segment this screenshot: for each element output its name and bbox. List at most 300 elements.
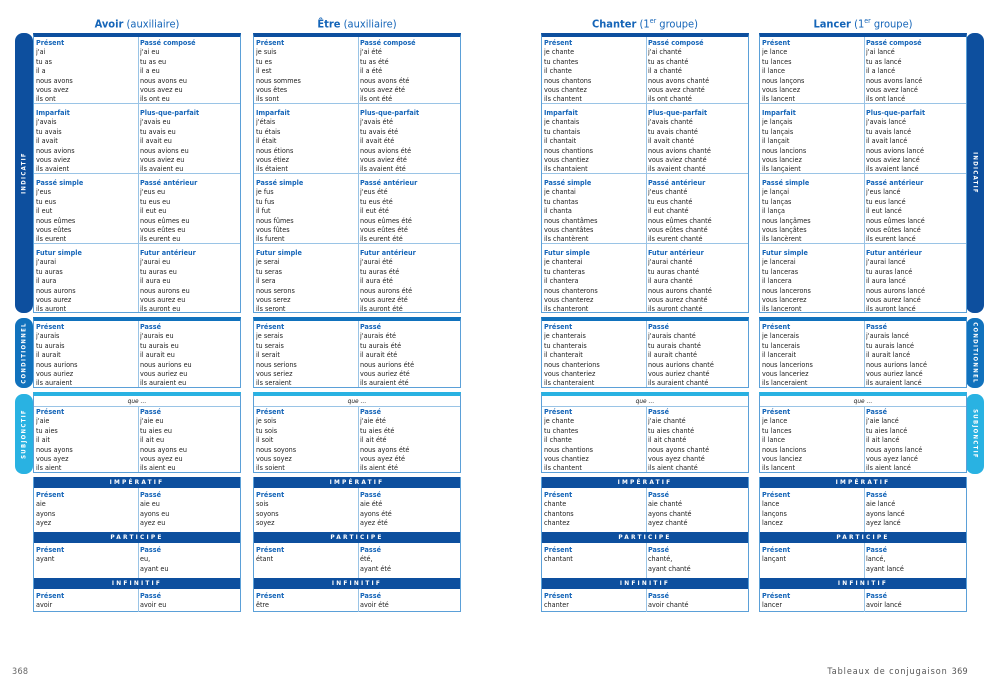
tense-title: Présent: [256, 545, 285, 554]
conjugation-line: je fus: [256, 187, 274, 197]
subjonctif-tense-block: [36, 407, 134, 473]
conjugation-line: vous étiez: [256, 155, 289, 165]
conjugation-line: ils eurent eu: [140, 234, 181, 244]
tense-title: Présent: [762, 545, 791, 554]
conjugation-line: nous sommes: [256, 75, 301, 85]
conjugation-line: vous eûtes: [36, 225, 72, 235]
conjugation-line: vous ayez eu: [140, 454, 183, 464]
conjugation-line: vous eûtes eu: [140, 225, 186, 235]
conjugation-line: tu avais: [36, 126, 62, 136]
tense-title: Passé: [140, 490, 161, 499]
conjugation-line: nous avons eu: [140, 75, 187, 85]
conjugation-line: chanté,: [648, 554, 673, 564]
conjugation-line: vous lancerez: [762, 295, 807, 305]
indicatif-tense-block: [648, 38, 746, 104]
indicatif-tense-block: [256, 178, 354, 244]
verb-qualifier: (auxiliaire): [123, 17, 180, 31]
tense-title: Passé: [360, 591, 381, 600]
conjugation-line: nous lançâmes: [762, 215, 811, 225]
conjugation-line: tu eus: [36, 196, 57, 206]
conjugation-line: ils auraient lancé: [866, 378, 922, 388]
que-label: que …: [127, 397, 147, 405]
conjugation-line: vous soyez: [256, 454, 292, 464]
conjugation-line: j'aurai été: [360, 257, 393, 267]
column-divider: [358, 321, 359, 387]
imperatif-tense-block: [762, 490, 860, 528]
tense-title: Futur antérieur: [360, 248, 416, 257]
conjugation-line: je sois: [256, 416, 277, 426]
conjugation-line: nous aurions lancé: [866, 359, 927, 369]
conjugation-line: vous chanterez: [544, 295, 594, 305]
conjugation-line: nous avions été: [360, 145, 412, 155]
tense-title: Passé: [140, 322, 161, 331]
conjugation-line: ayez eu: [140, 518, 166, 528]
conjugation-line: je lance: [762, 416, 788, 426]
tense-title: Passé: [648, 407, 669, 416]
indicatif-tense-block: [36, 248, 134, 314]
imperatif-tense-block: [36, 490, 134, 528]
conjugation-line: ils eurent été: [360, 234, 403, 244]
conjugation-line: ils eurent: [36, 234, 67, 244]
conjugation-line: j'aie chanté: [648, 416, 686, 426]
imperatif-participe-infinitif-section: [541, 477, 749, 612]
conjugation-line: ils chantent: [544, 94, 582, 104]
tense-title: Passé: [648, 591, 669, 600]
column-divider: [646, 321, 647, 387]
conjugation-line: tu aurais eu: [140, 340, 179, 350]
column-divider: [138, 321, 139, 387]
conjugation-line: il avait été: [360, 136, 395, 146]
conjugation-line: ils ont eu: [140, 94, 170, 104]
tense-title: Présent: [36, 322, 65, 331]
conjugation-line: tu lancerais: [762, 340, 800, 350]
conjugation-line: j'aurai lancé: [866, 257, 906, 267]
indicatif-band-right: [966, 33, 984, 313]
conjugation-line: j'aie été: [360, 416, 386, 426]
tense-title: Passé: [140, 591, 161, 600]
indicatif-tense-block: [866, 248, 964, 314]
imperatif-participe-infinitif-section: [33, 477, 241, 612]
conjugation-line: tu serais: [256, 340, 284, 350]
conjugation-line: tu auras eu: [140, 266, 177, 276]
conjugation-line: soyons: [256, 508, 279, 518]
conjugation-line: il eut chanté: [648, 206, 689, 216]
tense-title: Présent: [256, 407, 285, 416]
indicatif-section: [759, 33, 967, 313]
conjugation-line: j'eus: [36, 187, 52, 197]
conjugation-line: vous auriez: [36, 369, 74, 379]
indicatif-tense-block: [36, 38, 134, 104]
conjugation-line: nous fûmes: [256, 215, 294, 225]
tense-title: Passé composé: [648, 38, 704, 47]
conjugation-line: tu aurais lancé: [866, 340, 914, 350]
conjugation-line: j'aie: [36, 416, 50, 426]
indicatif-tense-block: [36, 108, 134, 174]
conjugation-line: je serais: [256, 331, 283, 341]
conjugation-line: aie eu: [140, 499, 160, 509]
conjugation-line: ils auraient eu: [140, 378, 187, 388]
subjonctif-section: [541, 392, 749, 473]
imperatif-tense-block: [360, 490, 458, 528]
indicatif-section: [253, 33, 461, 313]
tense-title: Passé: [866, 545, 887, 554]
conjugation-line: tu aies chanté: [648, 425, 695, 435]
verb-heading: [252, 17, 462, 31]
conjugation-line: vous avez été: [360, 85, 406, 95]
conjugation-line: j'aie eu: [140, 416, 164, 426]
tense-title: Futur antérieur: [648, 248, 704, 257]
conjugation-line: lancé,: [866, 554, 886, 564]
tense-title: Présent: [256, 591, 285, 600]
indicatif-tense-block: [256, 108, 354, 174]
conjugation-line: je chanterai: [544, 257, 583, 267]
conjugation-line: nous aurons chanté: [648, 285, 712, 295]
tense-title: Passé simple: [256, 178, 304, 187]
indicatif-band-left: [15, 33, 33, 313]
conjugation-line: été,: [360, 554, 373, 564]
verb-name: Être: [317, 17, 341, 31]
footer-title: Tableaux de conjugaison: [827, 667, 948, 677]
column-divider: [864, 543, 865, 578]
conjugation-line: ayons eu: [140, 508, 170, 518]
tense-title: Présent: [36, 591, 65, 600]
conjugation-line: eu,: [140, 554, 151, 564]
conjugation-line: je serai: [256, 257, 280, 267]
indicatif-tense-block: [360, 108, 458, 174]
column-divider: [138, 37, 139, 312]
conjugation-line: vous êtes: [256, 85, 288, 95]
column-divider: [358, 488, 359, 532]
conjugation-line: il aurait eu: [140, 350, 175, 360]
conjugation-line: tu aies eu: [140, 425, 172, 435]
conjugation-line: vous ayez chanté: [648, 454, 705, 464]
conjugation-line: j'aurais: [36, 331, 60, 341]
conjugation-line: ils lancent: [762, 94, 796, 104]
conjugation-line: tu aurais été: [360, 340, 402, 350]
conjugation-line: aie été: [360, 499, 383, 509]
conjugation-line: il lancerait: [762, 350, 796, 360]
conjugation-line: tu auras lancé: [866, 266, 913, 276]
conjugation-line: nous étions: [256, 145, 294, 155]
conjugation-line: ils chantèrent: [544, 234, 589, 244]
conjugation-line: vous avez lancé: [866, 85, 918, 95]
conjugation-line: nous aurions chanté: [648, 359, 714, 369]
conjugation-line: il aura lancé: [866, 276, 906, 286]
conjugation-line: vous aviez lancé: [866, 155, 920, 165]
conjugation-line: nous aurons eu: [140, 285, 190, 295]
infinitif-tense-block: [762, 591, 860, 610]
conjugation-line: vous aurez: [36, 295, 72, 305]
conjugation-line: tu as chanté: [648, 56, 689, 66]
conjugation-line: j'avais eu: [140, 117, 171, 127]
conjugation-line: ils avaient chanté: [648, 164, 706, 174]
tense-title: Passé: [648, 490, 669, 499]
conjugation-line: je lançai: [762, 187, 790, 197]
conjugation-line: j'eus lancé: [866, 187, 901, 197]
indicatif-tense-block: [360, 38, 458, 104]
verb-qualifier-suffix: groupe): [656, 17, 698, 31]
tense-title: Passé simple: [544, 178, 592, 187]
conjugation-line: il ait lancé: [866, 435, 900, 445]
conjugation-line: avoir lancé: [866, 600, 902, 610]
conjugation-line: j'aurai: [36, 257, 57, 267]
imperatif-tense-block: [866, 490, 964, 528]
tense-title: Présent: [544, 322, 573, 331]
indicatif-tense-block: [866, 178, 964, 244]
conjugation-line: nous chantions: [544, 444, 594, 454]
conditionnel-tense-block: [648, 322, 746, 388]
conjugation-line: je chante: [544, 416, 575, 426]
tense-title: Plus-que-parfait: [866, 108, 926, 117]
conjugation-line: aie: [36, 499, 46, 509]
conjugation-line: il lance: [762, 435, 786, 445]
conjugation-line: nous chantions: [544, 145, 594, 155]
conjugation-line: il chanterait: [544, 350, 583, 360]
page-number-right: 369: [951, 667, 968, 677]
conjugation-line: j'aurai chanté: [648, 257, 693, 267]
conjugation-line: il avait chanté: [648, 136, 695, 146]
indicatif-tense-block: [36, 178, 134, 244]
conjugation-line: ils ont été: [360, 94, 393, 104]
conjugation-line: étant: [256, 554, 274, 564]
indicatif-section: [541, 33, 749, 313]
conjugation-line: il avait: [36, 136, 58, 146]
subjonctif-tense-block: [360, 407, 458, 473]
conditionnel-tense-block: [544, 322, 642, 388]
conjugation-line: j'avais lancé: [866, 117, 906, 127]
conjugation-line: tu as: [36, 56, 53, 66]
conjugation-line: vous auriez été: [360, 369, 410, 379]
tense-title: Passé simple: [762, 178, 810, 187]
conjugation-line: avoir été: [360, 600, 389, 610]
indicatif-tab-label: INDICATIF: [971, 152, 979, 194]
infinitif-tense-block: [866, 591, 964, 610]
tense-title: Imparfait: [256, 108, 290, 117]
indicatif-tense-block: [360, 248, 458, 314]
conjugation-line: il eut été: [360, 206, 389, 216]
conjugation-line: ils aient chanté: [648, 463, 698, 473]
imperatif-bar: IMPÉRATIF: [542, 477, 748, 488]
conjugation-line: j'eus eu: [140, 187, 166, 197]
conjugation-line: nous lancions: [762, 145, 807, 155]
tense-title: Présent: [544, 407, 573, 416]
subjonctif-band-left: [15, 394, 33, 474]
conjugation-line: j'ai lancé: [866, 47, 895, 57]
conjugation-line: tu avais lancé: [866, 126, 912, 136]
conditionnel-section: [541, 317, 749, 388]
conjugation-line: être: [256, 600, 269, 610]
conjugation-line: j'avais chanté: [648, 117, 693, 127]
conjugation-line: sois: [256, 499, 269, 509]
conditionnel-tab-label: CONDITIONNEL: [20, 322, 28, 384]
conjugation-line: tu avais été: [360, 126, 399, 136]
indicatif-tense-block: [866, 38, 964, 104]
conjugation-line: tu aies été: [360, 425, 395, 435]
indicatif-tense-block: [762, 178, 860, 244]
conjugation-line: nous aurions: [36, 359, 78, 369]
conjugation-line: j'aurais eu: [140, 331, 174, 341]
verb-name: Lancer: [813, 17, 851, 31]
verb-qualifier: (auxiliaire): [340, 17, 397, 31]
conjugation-line: nous avions: [36, 145, 75, 155]
conjugation-line: nous lancerions: [762, 359, 813, 369]
conjugation-line: ils sont: [256, 94, 279, 104]
conjugation-line: je chantai: [544, 187, 576, 197]
conjugation-line: ils aient: [36, 463, 62, 473]
infinitif-tense-block: [256, 591, 354, 610]
conjugation-line: nous avions chanté: [648, 145, 711, 155]
conjugation-line: vous chantâtes: [544, 225, 594, 235]
conditionnel-tense-block: [36, 322, 134, 388]
conjugation-line: tu chantas: [544, 196, 579, 206]
conjugation-line: il soit: [256, 435, 274, 445]
subjonctif-tense-block: [544, 407, 642, 473]
conjugation-line: vous aurez chanté: [648, 295, 708, 305]
conjugation-line: chantez: [544, 518, 570, 528]
conjugation-line: nous chantons: [544, 75, 592, 85]
column-divider: [646, 589, 647, 612]
tense-title: Passé: [866, 591, 887, 600]
conjugation-line: ayant eu: [140, 563, 169, 573]
conditionnel-tense-block: [866, 322, 964, 388]
tense-title: Futur simple: [36, 248, 82, 257]
tense-title: Passé: [866, 407, 887, 416]
conjugation-line: il chante: [544, 435, 572, 445]
conjugation-line: ils ont: [36, 94, 56, 104]
tense-title: Plus-que-parfait: [648, 108, 708, 117]
conjugation-line: tu lançais: [762, 126, 794, 136]
conjugation-line: avoir chanté: [648, 600, 689, 610]
tense-title: Présent: [256, 322, 285, 331]
subjonctif-tense-block: [866, 407, 964, 473]
conjugation-line: j'ai: [36, 47, 46, 57]
conjugation-line: vous aurez été: [360, 295, 408, 305]
conjugation-line: tu aurais chanté: [648, 340, 701, 350]
conjugation-line: il a été: [360, 66, 383, 76]
tense-title: Passé: [648, 322, 669, 331]
conjugation-line: chanter: [544, 600, 569, 610]
conjugation-line: vous eûtes chanté: [648, 225, 708, 235]
conjugation-line: nous ayons été: [360, 444, 410, 454]
column-divider: [646, 406, 647, 472]
conjugation-line: j'avais été: [360, 117, 394, 127]
column-divider: [864, 589, 865, 612]
verb-qualifier-sup: er: [649, 17, 657, 25]
tense-title: Passé: [360, 322, 381, 331]
conjugation-line: aie chanté: [648, 499, 683, 509]
conjugation-line: nous serions: [256, 359, 297, 369]
conjugation-line: j'eus été: [360, 187, 388, 197]
conjugation-line: il aurait été: [360, 350, 398, 360]
conjugation-line: j'aurais été: [360, 331, 396, 341]
conjugation-line: ayez lancé: [866, 518, 901, 528]
imperatif-tense-block: [256, 490, 354, 528]
conjugation-line: j'ai eu: [140, 47, 160, 57]
participe-tense-block: [762, 545, 860, 564]
conjugation-line: ayez chanté: [648, 518, 688, 528]
conjugation-line: ils aient été: [360, 463, 398, 473]
conjugation-line: vous lancez: [762, 85, 801, 95]
conjugation-line: il lança: [762, 206, 786, 216]
conjugation-line: tu as eu: [140, 56, 167, 66]
conjugation-line: nous eûmes lancé: [866, 215, 925, 225]
conjugation-line: nous avions eu: [140, 145, 189, 155]
tense-title: Présent: [544, 490, 573, 499]
tense-title: Présent: [544, 38, 573, 47]
conjugation-line: ils soient: [256, 463, 285, 473]
conjugation-line: nous eûmes chanté: [648, 215, 712, 225]
conditionnel-section: [253, 317, 461, 388]
participe-tense-block: [544, 545, 642, 564]
conjugation-line: il chantera: [544, 276, 579, 286]
participe-tense-block: [256, 545, 354, 564]
conjugation-line: il a eu: [140, 66, 160, 76]
conjugation-line: vous chanteriez: [544, 369, 596, 379]
conjugation-line: ils auront lancé: [866, 304, 916, 314]
conjugation-line: il lance: [762, 66, 786, 76]
conjugation-line: je lancerai: [762, 257, 796, 267]
indicatif-tense-block: [762, 38, 860, 104]
conjugation-line: nous avons: [36, 75, 73, 85]
conjugation-line: il aurait chanté: [648, 350, 697, 360]
verb-qualifier-sup: er: [864, 17, 871, 25]
indicatif-tense-block: [360, 178, 458, 244]
infinitif-bar: INFINITIF: [254, 578, 460, 589]
conjugation-line: ils avaient été: [360, 164, 406, 174]
conjugation-line: il a: [36, 66, 46, 76]
indicatif-tense-block: [544, 38, 642, 104]
column-divider: [358, 543, 359, 578]
tense-title: Présent: [36, 407, 65, 416]
conjugation-line: il ait été: [360, 435, 387, 445]
conjugation-line: tu chantes: [544, 425, 579, 435]
conjugation-line: nous aurons: [36, 285, 76, 295]
conjugation-line: tu lanças: [762, 196, 792, 206]
conjugation-line: vous chantez: [544, 85, 587, 95]
participe-tense-block: [36, 545, 134, 564]
conjugation-line: ils avaient eu: [140, 164, 184, 174]
que-label: que …: [635, 397, 655, 405]
subjonctif-tab-label: SUBJONCTIF: [971, 409, 979, 459]
conjugation-line: tu lanceras: [762, 266, 799, 276]
conjugation-line: ils eurent lancé: [866, 234, 916, 244]
conjugation-line: ils auraient: [36, 378, 73, 388]
conjugation-line: il sera: [256, 276, 276, 286]
conjugation-line: il a chanté: [648, 66, 682, 76]
conjugation-line: tu chantais: [544, 126, 581, 136]
tense-title: Passé antérieur: [866, 178, 924, 187]
conjugation-line: nous eûmes eu: [140, 215, 190, 225]
tense-title: Passé composé: [360, 38, 416, 47]
conjugation-line: tu es: [256, 56, 273, 66]
conjugation-line: nous aurions été: [360, 359, 415, 369]
conjugation-line: ils auront: [36, 304, 67, 314]
conjugation-line: tu fus: [256, 196, 275, 206]
conditionnel-tense-block: [360, 322, 458, 388]
column-divider: [864, 406, 865, 472]
conjugation-line: ils auront chanté: [648, 304, 703, 314]
conjugation-line: vous aviez chanté: [648, 155, 707, 165]
conjugation-line: il eut: [36, 206, 53, 216]
tense-title: Passé antérieur: [140, 178, 198, 187]
indicatif-tense-block: [256, 38, 354, 104]
conjugation-line: tu auras été: [360, 266, 400, 276]
conjugation-line: tu étais: [256, 126, 281, 136]
conjugation-line: vous aurez lancé: [866, 295, 921, 305]
conjugation-line: soyez: [256, 518, 275, 528]
conjugation-line: nous avions lancé: [866, 145, 925, 155]
conjugation-line: ayez été: [360, 518, 388, 528]
